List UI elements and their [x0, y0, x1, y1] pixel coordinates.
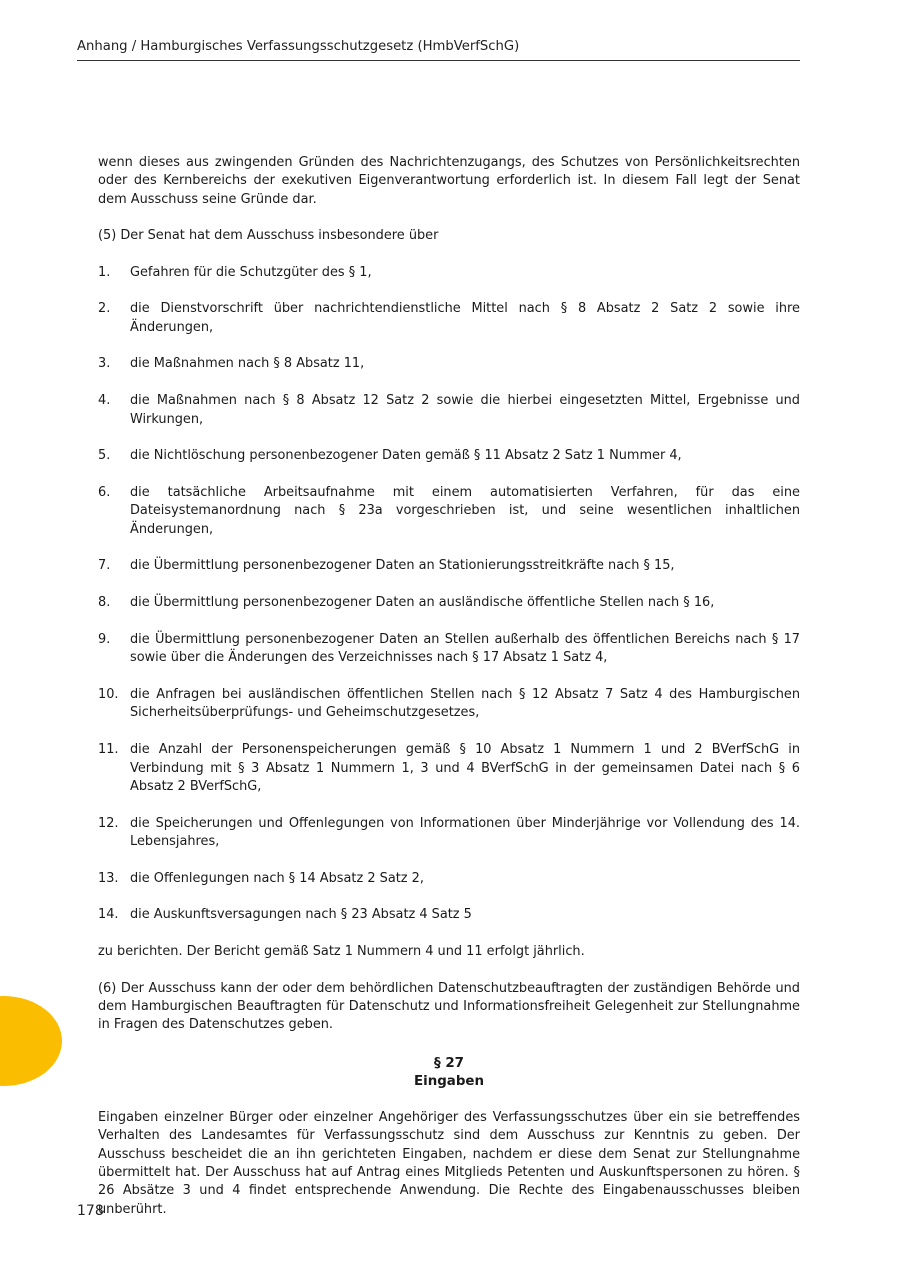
list-item [98, 392, 800, 429]
list-number: 9. [98, 631, 111, 647]
running-header [77, 38, 800, 61]
list-text: die Auskunftsversagungen nach § 23 Absatz 4 Satz 5 [130, 907, 472, 923]
list-text: Gefahren für die Schutzgüter des § 1, [130, 264, 372, 280]
list-item [98, 870, 800, 888]
list-item [98, 906, 800, 924]
list-item [98, 300, 800, 337]
list-text: die Offenlegungen nach § 14 Absatz 2 Satz 2, [130, 870, 424, 886]
list-number: 1. [98, 264, 111, 280]
list-item [98, 815, 800, 852]
chapter-tab-marker [0, 996, 62, 1086]
list-number: 14. [98, 907, 119, 923]
list-number: 7. [98, 558, 111, 574]
list-item [98, 264, 800, 282]
page-body [98, 154, 800, 1219]
list-text: die Übermittlung personenbezogener Daten an ausländische öffentliche Stellen nach § 16, [130, 595, 715, 611]
list-text: die Maßnahmen nach § 8 Absatz 11, [130, 356, 365, 372]
list-number: 2. [98, 301, 111, 317]
list-text: die Anfragen bei ausländischen öffentlichen Stellen nach § 12 Absatz 7 Satz 4 des Hamburgischen Sicherheitsüberprüfungs- und Geheimschutzgesetzes, [130, 686, 800, 721]
list-text: die Anzahl der Personenspeicherungen gemäß § 10 Absatz 1 Nummern 1 und 2 BVerfSchG in Verbindung mit § 3 Absatz 1 Nummern 1, 3 und 4 BVerfSchG in der gemeinsamen Datei nach § 6 Absatz 2 BVerfSchG, [130, 742, 800, 794]
list-number: 11. [98, 742, 119, 758]
list-number: 10. [98, 686, 119, 702]
list-number: 4. [98, 393, 111, 409]
section-number: § 27 [434, 1055, 464, 1071]
section-27-text: Eingaben einzelner Bürger oder einzelner Angehöriger des Verfassungsschutzes über ein sie betreffendes Verhalten des Landesamtes für Verfassungsschutz sind dem Ausschuss zur Kenntnis zu geben. Der Ausschuss bescheidet die an ihn gerichteten Eingaben, nachdem er diese dem Senat zur Stellungnahme übermittelt hat. Der Ausschuss hat auf Antrag eines Mitglieds Petenten und Auskunftspersonen zu hören. § 26 Absätze 3 und 4 findet entsprechende Anwendung. Die Rechte des Eingabenausschusses bleiben unberührt. [98, 1109, 800, 1217]
list-number: 6. [98, 484, 111, 500]
section-title: Eingaben [413, 1073, 485, 1089]
intro-paragraph: wenn dieses aus zwingenden Gründen des Nachrichtenzugangs, des Schutzes von Persönlichkeitsrechten oder des Kernbereichs der exekutiven Eigenverantwortung erforderlich ist. In diesem Fall legt der Senat dem Ausschuss seine Gründe dar. [98, 155, 800, 207]
list-text: die Übermittlung personenbezogener Daten an Stellen außerhalb des öffentlichen Bereichs nach § 17 sowie über die Änderungen des Verzeichnisses nach § 17 Absatz 1 Satz 4, [130, 631, 800, 666]
list-text: die Speicherungen und Offenlegungen von Informationen über Minderjährige vor Vollendung des 14. Lebensjahres, [130, 815, 800, 850]
reporting-list [98, 264, 800, 925]
paragraph-6: (6) Der Ausschuss kann der oder dem behördlichen Datenschutzbeauftragten der zuständigen Behörde und dem Hamburgischen Beauftragten für Datenschutz und Informationsfreiheit Gelegenheit zur Stellungnahme in Fragen des Datenschutzes geben. [98, 980, 800, 1033]
list-item [98, 557, 800, 575]
list-item [98, 741, 800, 796]
list-text: die Nichtlöschung personenbezogener Daten gemäß § 11 Absatz 2 Satz 1 Nummer 4, [130, 448, 682, 464]
list-item [98, 631, 800, 668]
list-number: 5. [98, 448, 111, 464]
list-number: 3. [98, 356, 111, 372]
list-item [98, 355, 800, 373]
list-number: 12. [98, 815, 119, 831]
list-item [98, 594, 800, 612]
list-text: die Dienstvorschrift über nachrichtendienstliche Mittel nach § 8 Absatz 2 Satz 2 sowie ihre Änderungen, [130, 301, 800, 335]
list-text: die Maßnahmen nach § 8 Absatz 12 Satz 2 sowie die hierbei eingesetzten Mittel, Ergebnisse und Wirkungen, [130, 393, 800, 427]
running-title: Anhang / Hamburgisches Verfassungsschutzgesetz (HmbVerfSchG) [77, 39, 520, 54]
page-number: 178 [77, 1203, 104, 1219]
list-item [98, 447, 800, 465]
list-text: die tatsächliche Arbeitsaufnahme mit einem automatisierten Verfahren, für das eine Dateisystemanordnung nach § 23a vorgeschrieben ist, und seine wesentlichen inhaltlichen Änderungen, [130, 484, 800, 537]
paragraph-5-close: zu berichten. Der Bericht gemäß Satz 1 Nummern 4 und 11 erfolgt jährlich. [98, 944, 585, 960]
paragraph-5-lead: (5) Der Senat hat dem Ausschuss insbesondere über [98, 228, 439, 244]
list-number: 13. [98, 870, 119, 886]
list-item [98, 686, 800, 723]
list-number: 8. [98, 595, 111, 611]
list-text: die Übermittlung personenbezogener Daten an Stationierungsstreitkräfte nach § 15, [130, 558, 675, 574]
list-item [98, 484, 800, 539]
